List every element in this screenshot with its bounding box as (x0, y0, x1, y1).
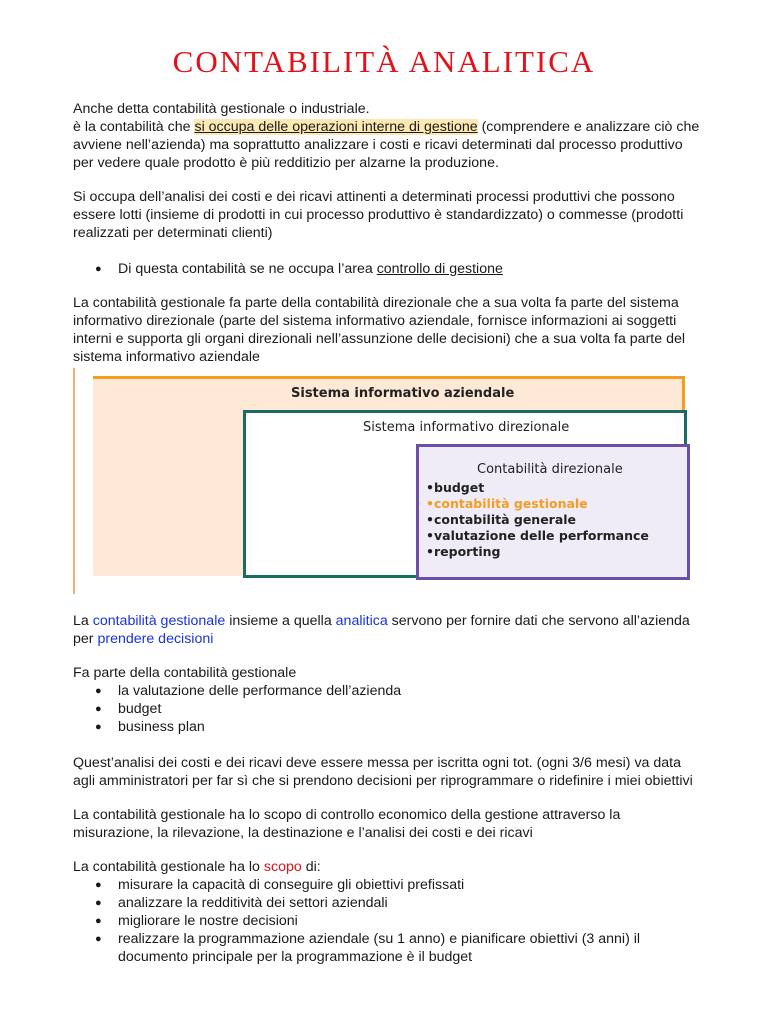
label-sistema-direzionale: Sistema informativo direzionale (363, 420, 570, 435)
paragraph-reporting (73, 754, 703, 790)
intro-text-b: (comprendere e analizzare ciò che avviene nell’azienda) ma soprattutto analizzare i costi e ricavi determinati dal processo produttivo per vedere quale prodotto è più redditizio per alzarne la produzione. (73, 119, 700, 171)
nested-systems-diagram (73, 368, 693, 594)
list-item: ● migliorare le nostre decisioni (73, 912, 703, 930)
lead-a: La contabilità gestionale ha lo (73, 859, 264, 875)
paragraph-hierarchy (73, 294, 703, 366)
intro-line2 (73, 118, 703, 172)
paragraph-scope (73, 806, 703, 842)
page-title: CONTABILITÀ ANALITICA (172, 44, 596, 79)
list-item: ● budget (73, 700, 703, 718)
text-e: servono per fornire dati che servono all’azienda per (73, 613, 690, 647)
paragraph-reporting-text: Quest’analisi dei costi e dei ricavi deve essere messa per iscritta ogni tot. (ogni 3/6 mesi) va data agli amministratori per far sì che si prendono decisioni per riprogrammare o ridefinire i miei obiettivi (73, 755, 693, 789)
list-item: • reporting (426, 544, 649, 560)
highlighted-phrase: si occupa delle operazioni interne di gestione (194, 119, 478, 135)
list-item: ● la valutazione delle performance dell’azienda (73, 682, 703, 700)
diagram-left-edge (73, 368, 75, 594)
objectives-lead (73, 858, 703, 876)
contabilita-direzionale-list (426, 480, 649, 560)
list-item: • valutazione delle performance (426, 528, 649, 544)
bullet-text: Di questa contabilità se ne occupa l’area (118, 261, 377, 277)
text-c: insieme a quella (225, 613, 336, 629)
label-contabilita-direzionale: Contabilità direzionale (477, 462, 623, 477)
list-item: ● business plan (73, 718, 703, 736)
list-item: • budget (426, 480, 649, 496)
list-item: ● realizzare la programmazione aziendale (su 1 anno) e pianificare obiettivi (3 anni) il documento principale per la programmazione è il budget (73, 930, 703, 966)
list-item (73, 260, 703, 278)
term-analitica: analitica (335, 613, 388, 629)
term-contabilita-gestionale: contabilità gestionale (92, 613, 226, 629)
term-scopo: scopo (263, 859, 302, 875)
controllo-gestione-link[interactable]: controllo di gestione (376, 261, 503, 277)
paragraph-objectives (73, 858, 703, 966)
intro-text-a: è la contabilità che (73, 119, 195, 135)
list-item-highlight: • contabilità gestionale (426, 496, 649, 512)
list-item: • contabilità generale (426, 512, 649, 528)
paragraph-hierarchy-text: La contabilità gestionale fa parte della contabilità direzionale che a sua volta fa parte del sistema informativo direzionale (parte del sistema informativo aziendale, fornisce informazioni ai soggetti interni e supporta gli organi direzionali nell’assunzione delle decisioni) che a sua volta fa parte del sistema informativo aziendale (73, 295, 686, 365)
parts-lead: Fa parte della contabilità gestionale (73, 665, 297, 681)
paragraph-parts (73, 664, 703, 736)
paragraph-data-text (73, 612, 703, 648)
intro-line1: Anche detta contabilità gestionale o industriale. (73, 101, 370, 117)
paragraph-analysis-text: Si occupa dell’analisi dei costi e dei ricavi attinenti a determinati processi produttivi che possono essere lotti (insieme di prodotti in cui processo produttivo è standardizzato) o commesse (prodotti realizzati per determinati clienti) (73, 189, 684, 241)
paragraph-analysis (73, 188, 703, 242)
list-item: ● misurare la capacità di conseguire gli obiettivi prefissati (73, 876, 703, 894)
paragraph-data (73, 612, 703, 648)
lead-b: di: (301, 859, 321, 875)
label-sistema-aziendale: Sistema informativo aziendale (291, 386, 515, 401)
text-a: La (73, 613, 93, 629)
term-prendere-decisioni: prendere decisioni (97, 631, 214, 647)
paragraph-scope-text: La contabilità gestionale ha lo scopo di controllo economico della gestione attraverso la misurazione, la rilevazione, la destinazione e l’analisi dei costi e dei ricavi (73, 807, 621, 841)
intro-paragraph (73, 100, 703, 172)
list-item: ● analizzare la redditività dei settori aziendali (73, 894, 703, 912)
bullet-control (73, 260, 703, 278)
